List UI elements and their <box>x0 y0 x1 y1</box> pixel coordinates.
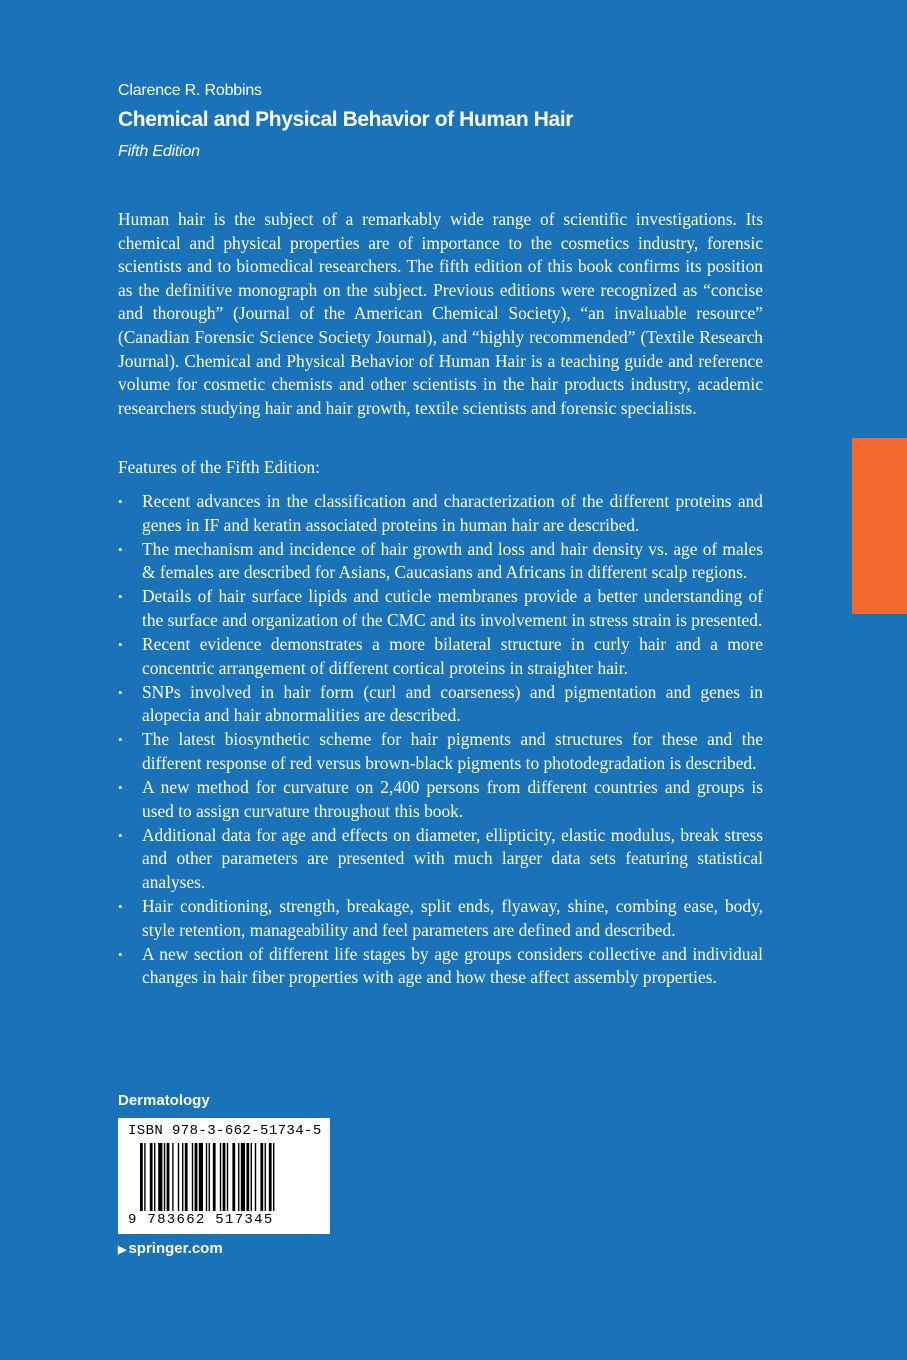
subject-category: Dermatology <box>118 1092 210 1109</box>
barcode-bar <box>199 1143 203 1211</box>
barcode-bar <box>223 1143 226 1211</box>
author-name: Clarence R. Robbins <box>118 82 262 99</box>
bullet-icon: • <box>118 946 123 962</box>
barcode-bar <box>178 1143 179 1211</box>
feature-text: Hair conditioning, strength, breakage, split ends, flyaway, shine, combing ease, body, style retention, manageability and feel parameters are defined and described. <box>142 896 763 940</box>
barcode-bar <box>265 1143 266 1211</box>
barcode-bar <box>140 1143 143 1211</box>
barcode-bar <box>213 1143 216 1211</box>
barcode-bar <box>206 1143 207 1211</box>
barcode-bar <box>195 1143 198 1211</box>
feature-item <box>118 943 763 990</box>
feature-text: Recent evidence demonstrates a more bilateral structure in curly hair and a more concentric arrangement of different cortical proteins in straighter hair. <box>142 634 763 678</box>
feature-text: SNPs involved in hair form (curl and coarseness) and pigmentation and genes in alopecia and hair abnormalities are described. <box>142 681 763 726</box>
barcode-bar <box>150 1143 153 1211</box>
barcode-bar <box>227 1143 228 1211</box>
bullet-icon: • <box>118 732 123 748</box>
bullet-icon: • <box>118 899 123 915</box>
barcode-bar <box>241 1143 245 1211</box>
feature-text: Details of hair surface lipids and cuticle membranes provide a better understanding of the surface and organization of the CMC and its involvement in stress strain is presented. <box>142 586 763 630</box>
isbn-label: ISBN 978-3-662-51734-5 <box>128 1123 322 1139</box>
barcode-bar <box>158 1143 162 1211</box>
feature-text: The mechanism and incidence of hair growth and loss and hair density vs. age of males & females are described for Asians, Caucasians and Africans in different scalp regions. <box>142 538 763 583</box>
barcode-icon <box>140 1143 310 1211</box>
barcode-bar <box>182 1143 183 1211</box>
feature-text: Recent advances in the classification and characterization of the different proteins and genes in IF and keratin associated proteins in human hair are described. <box>142 491 763 535</box>
feature-text: A new section of different life stages by age groups considers collective and individual changes in hair fiber properties with age and how these affect assembly properties. <box>142 943 763 988</box>
bullet-icon: • <box>118 637 123 653</box>
feature-text: A new method for curvature on 2,400 persons from different countries and groups is used to assign curvature throughout this book. <box>142 777 763 821</box>
barcode-bar <box>209 1143 210 1211</box>
bullet-icon: • <box>118 684 123 700</box>
feature-item <box>118 633 763 680</box>
feature-item <box>118 490 763 537</box>
isbn-digits: 9 783662 517345 <box>128 1212 274 1228</box>
publisher-link[interactable] <box>118 1240 223 1257</box>
book-edition: Fifth Edition <box>118 143 200 160</box>
barcode-bar <box>273 1143 274 1211</box>
barcode-bar <box>192 1143 193 1211</box>
barcode-bar <box>238 1143 239 1211</box>
barcode-bar <box>246 1143 249 1211</box>
isbn-barcode-block <box>118 1118 330 1234</box>
spine-color-tab <box>852 438 907 614</box>
bullet-icon: • <box>118 589 123 605</box>
features-heading: Features of the Fifth Edition: <box>118 457 320 477</box>
barcode-bar <box>260 1143 263 1211</box>
feature-text: Additional data for age and effects on diameter, ellipticity, elastic modulus, break stress and other parameters are presented with much larger data sets featuring statistical analyses. <box>142 824 763 892</box>
feature-item <box>118 728 763 775</box>
bullet-icon: • <box>118 541 123 557</box>
bullet-icon: • <box>118 494 123 509</box>
barcode-bar <box>255 1143 256 1211</box>
book-title: Chemical and Physical Behavior of Human Hair <box>118 108 574 131</box>
feature-item <box>118 776 763 823</box>
barcode-bar <box>164 1143 165 1211</box>
feature-item <box>118 681 763 728</box>
bullet-icon: • <box>118 827 123 843</box>
barcode-bar <box>154 1143 155 1211</box>
feature-text: The latest biosynthetic scheme for hair pigments and structures for these and the different response of red versus brown-black pigments to photodegradation is described. <box>142 729 763 774</box>
barcode-bar <box>220 1143 221 1211</box>
barcode-bar <box>251 1143 252 1211</box>
book-description: Human hair is the subject of a remarkably wide range of scientific investigations. Its chemical and physical properties are of importance to the cosmetics industry, forensic scientists and to biomedical researchers. The fifth edition of this book confirms its position as the definitive monograph on the subject. Previous editions were recognized as “concise and thorough” (Journal of the American Chemical Society), “an invaluable resource” (Canadian Forensic Science Society Journal), and “highly recommended” (Textile Research Journal). Chemical and Physical Behavior of Human Hair is a teaching guide and reference volume for cosmetic chemists and other scientists in the hair products industry, academic researchers studying hair and hair growth, textile scientists and forensic specialists. <box>118 209 763 418</box>
feature-item <box>118 824 763 895</box>
barcode-bar <box>232 1143 235 1211</box>
barcode-bar <box>167 1143 170 1211</box>
feature-item <box>118 895 763 942</box>
publisher-url: springer.com <box>128 1240 223 1257</box>
barcode-bar <box>172 1143 173 1211</box>
arrow-right-icon: ▶ <box>118 1244 127 1256</box>
barcode-bar <box>185 1143 188 1211</box>
bullet-icon: • <box>118 780 123 796</box>
feature-item <box>118 585 763 632</box>
barcode-bar <box>144 1143 145 1211</box>
barcode-bar <box>269 1143 272 1211</box>
feature-item <box>118 538 763 585</box>
features-list <box>118 490 763 990</box>
